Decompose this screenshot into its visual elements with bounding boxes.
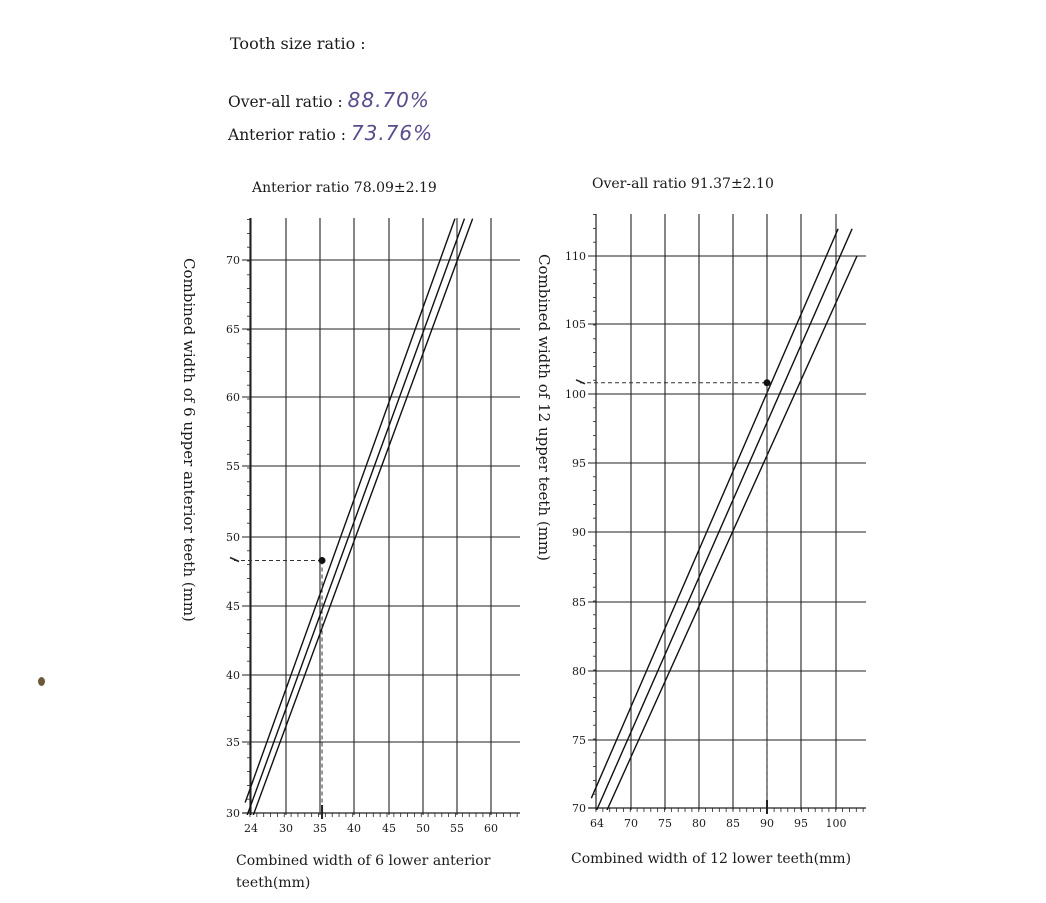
- anterior-y-tick-label: 35: [226, 736, 240, 749]
- anterior-ratio-lines: [245, 219, 472, 838]
- overall-x-tick-label: 100: [825, 817, 847, 830]
- overall-y-tick-label: 70: [572, 802, 586, 815]
- overall-measure-point: [764, 379, 771, 386]
- overall-chart-ylabel: Combined width of 12 upper teeth (mm): [535, 254, 553, 562]
- overall-chart-title: Over-all ratio 91.37±2.10: [592, 176, 774, 192]
- anterior-measure-point: [319, 557, 326, 564]
- anterior-x-tick-label: 50: [416, 822, 430, 835]
- anterior-ratio-line: [245, 219, 464, 821]
- anterior-x-tick-label: 40: [347, 822, 361, 835]
- overall-y-tick-label: 95: [572, 457, 586, 470]
- anterior-y-tick-label: 30: [226, 807, 240, 820]
- overall-y-tick-label: 90: [572, 526, 586, 539]
- anterior-y-tick-label: 55: [226, 460, 240, 473]
- anterior-x-tick-label: 30: [279, 822, 293, 835]
- overall-x-tick-label: 95: [794, 817, 808, 830]
- anterior-ratio-value: 73.76%: [350, 121, 434, 145]
- overall-y-tick-label: 110: [565, 250, 586, 263]
- anterior-y-tick-label: 50: [226, 531, 240, 544]
- overall-ratio-value: 88.70%: [347, 88, 430, 112]
- anterior-y-tick-label: 65: [226, 323, 240, 336]
- overall-x-tick-label: 80: [692, 817, 706, 830]
- page-title: Tooth size ratio :: [230, 34, 366, 53]
- anterior-x-tick-label: 35: [313, 822, 327, 835]
- anterior-chart-xlabel-line1: Combined width of 6 lower anterior: [236, 853, 491, 869]
- anterior-y-tick-label: 60: [226, 391, 240, 404]
- overall-x-tick-label: 70: [624, 817, 638, 830]
- anterior-ratio-chart: [226, 218, 520, 837]
- anterior-x-tick-label: 24: [244, 822, 258, 835]
- overall-x-tick-label: 75: [658, 817, 672, 830]
- overall-ratio-label: Over-all ratio :: [228, 93, 343, 111]
- anterior-x-tick-label: 60: [484, 822, 498, 835]
- overall-x-tick-label: 64: [590, 817, 604, 830]
- anterior-x-tick-label: 55: [450, 822, 464, 835]
- anterior-chart-title: Anterior ratio 78.09±2.19: [252, 180, 437, 196]
- anterior-y-tick-label: 40: [226, 669, 240, 682]
- anterior-ratio-line: [245, 219, 472, 838]
- overall-ratio-line: [591, 229, 852, 822]
- overall-x-tick-label: 85: [726, 817, 740, 830]
- anterior-chart-xlabel-line2: teeth(mm): [236, 875, 311, 891]
- anterior-ratio-label: Anterior ratio :: [228, 126, 346, 144]
- overall-x-tick-label: 90: [760, 817, 774, 830]
- overall-y-tick-label: 75: [572, 734, 586, 747]
- overall-y-tick-label: 85: [572, 596, 586, 609]
- overall-y-tick-label: 80: [572, 665, 586, 678]
- anterior-chart-ylabel: Combined width of 6 upper anterior teeth (mm): [180, 258, 198, 622]
- overall-y-tick-label: 100: [565, 388, 586, 401]
- anterior-y-tick-label: 45: [226, 600, 240, 613]
- overall-chart-xlabel: Combined width of 12 lower teeth(mm): [571, 851, 852, 867]
- anterior-y-tick-label: 70: [226, 254, 240, 267]
- overall-y-tick-label: 105: [565, 318, 586, 331]
- overall-ratio-chart: [565, 214, 866, 845]
- anterior-x-tick-label: 45: [382, 822, 396, 835]
